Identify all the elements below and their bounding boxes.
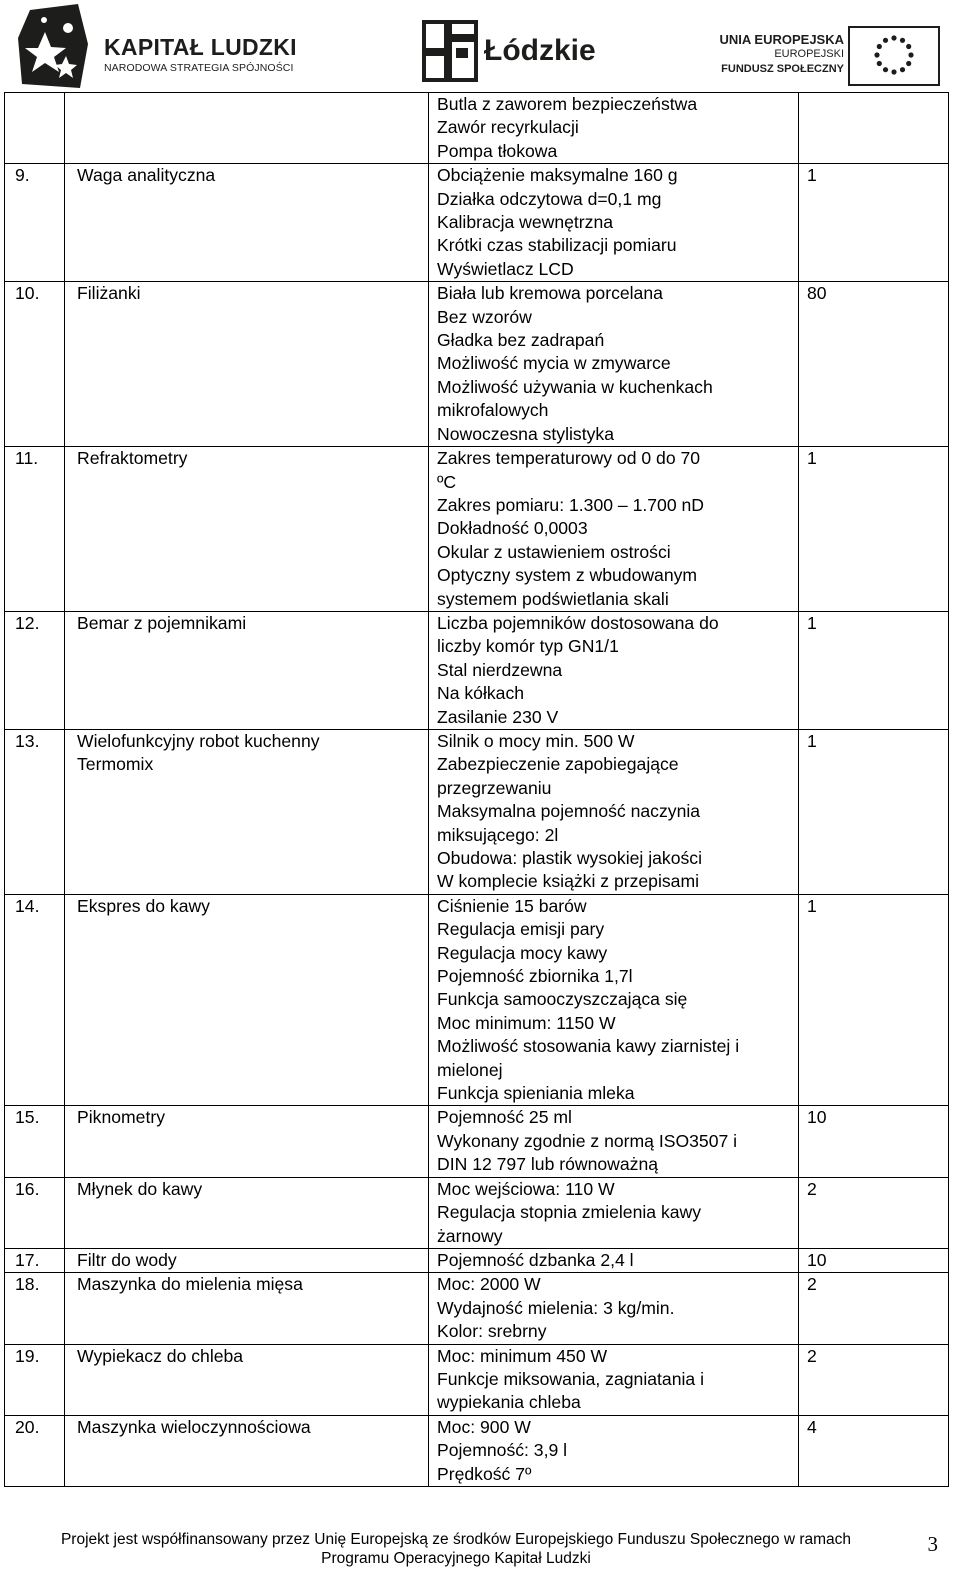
- page-footer: [0, 1528, 960, 1582]
- spec-line: miksującego: 2l: [437, 824, 559, 845]
- spec-line: Funkcja samooczyszczająca się: [437, 989, 688, 1010]
- item-name-line: Wypiekacz do chleba: [77, 1345, 244, 1366]
- spec-line: wypiekania chleba: [437, 1392, 581, 1413]
- spec-line: żarnowy: [437, 1225, 503, 1246]
- lodzkie-text: Łódzkie: [484, 34, 596, 67]
- spec-line: Silnik o mocy min. 500 W: [437, 730, 635, 751]
- item-name-line: Bemar z pojemnikami: [77, 612, 247, 633]
- table-row: [5, 1106, 949, 1177]
- item-spec-cell: [429, 164, 799, 282]
- item-spec-cell: [429, 1273, 799, 1344]
- item-name-cell: [65, 1177, 429, 1248]
- spec-line: Pojemność zbiornika 1,7l: [437, 966, 633, 987]
- item-spec-cell: [429, 1344, 799, 1415]
- item-spec-cell: [429, 729, 799, 894]
- kapital-ludzki-logo: [18, 4, 318, 88]
- spec-line: Pompa tłokowa: [437, 140, 558, 161]
- item-number-cell: 17.: [5, 1248, 65, 1272]
- spec-line: Prędkość 7º: [437, 1463, 532, 1484]
- spec-line: Maksymalna pojemność naczynia: [437, 801, 701, 822]
- item-spec-cell: [429, 93, 799, 164]
- spec-line: Zakres pomiaru: 1.300 – 1.700 nD: [437, 494, 704, 515]
- item-quantity-cell: 1: [799, 164, 949, 282]
- item-name-line: Wielofunkcyjny robot kuchenny: [77, 730, 320, 751]
- spec-line: Regulacja stopnia zmielenia kawy: [437, 1202, 702, 1223]
- page-header: [0, 0, 960, 92]
- spec-line: Ciśnienie 15 barów: [437, 895, 587, 916]
- footer-text: [0, 1530, 912, 1568]
- item-name-line: Termomix: [77, 754, 154, 775]
- spec-line: mikrofalowych: [437, 400, 549, 421]
- item-name-line: Ekspres do kawy: [77, 895, 210, 916]
- spec-line: liczby komór typ GN1/1: [437, 636, 619, 657]
- item-number-cell: 16.: [5, 1177, 65, 1248]
- table-row: [5, 447, 949, 612]
- spec-line: Funkcje miksowania, zagniatania i: [437, 1368, 704, 1389]
- table-row: [5, 894, 949, 1106]
- spec-line: Pojemność 25 ml: [437, 1107, 572, 1128]
- kapital-ludzki-title: KAPITAŁ LUDZKI: [104, 34, 297, 60]
- spec-line: Na kółkach: [437, 683, 525, 704]
- spec-line: Zawór recyrkulacji: [437, 117, 579, 138]
- spec-line: Funkcja spieniania mleka: [437, 1083, 635, 1104]
- footer-line-1: Projekt jest współfinansowany przez Unię Europejską ze środków Europejskiego Funduszu Społecznego w ramach: [60, 1531, 852, 1548]
- spec-line: ºC: [437, 471, 457, 492]
- spec-line: Nowoczesna stylistyka: [437, 423, 614, 444]
- spec-line: Okular z ustawieniem ostrości: [437, 541, 671, 562]
- footer-line-2: Programu Operacyjnego Kapitał Ludzki: [321, 1550, 591, 1567]
- item-name-cell: [65, 1273, 429, 1344]
- table-row: [5, 164, 949, 282]
- equipment-table: [4, 92, 949, 1487]
- spec-line: Pojemność: 3,9 l: [437, 1440, 568, 1461]
- item-name-cell: [65, 447, 429, 612]
- spec-line: Regulacja mocy kawy: [437, 942, 608, 963]
- spec-line: W komplecie książki z przepisami: [437, 871, 700, 892]
- table-row: [5, 282, 949, 447]
- item-name-line: Filtr do wody: [77, 1249, 177, 1270]
- item-quantity-cell: 80: [799, 282, 949, 447]
- item-number-cell: [5, 93, 65, 164]
- spec-line: Krótki czas stabilizacji pomiaru: [437, 235, 677, 256]
- item-number-cell: 13.: [5, 729, 65, 894]
- eu-text: [720, 32, 844, 77]
- item-quantity-cell: 4: [799, 1415, 949, 1486]
- item-name-line: Refraktometry: [77, 448, 188, 469]
- table-row: [5, 1273, 949, 1344]
- item-name-cell: [65, 164, 429, 282]
- eu-line-3: FUNDUSZ SPOŁECZNY: [721, 63, 844, 75]
- kapital-ludzki-subtitle: NARODOWA STRATEGIA SPÓJNOŚCI: [104, 62, 294, 74]
- spec-line: Obudowa: plastik wysokiej jakości: [437, 848, 702, 868]
- item-name-line: Maszynka do mielenia mięsa: [77, 1274, 303, 1295]
- spec-line: Bez wzorów: [437, 306, 532, 327]
- table-row: [5, 93, 949, 164]
- spec-line: Obciążenie maksymalne 160 g: [437, 165, 678, 186]
- item-quantity-cell: 10: [799, 1106, 949, 1177]
- spec-line: Możliwość używania w kuchenkach: [437, 376, 713, 397]
- item-quantity-cell: 2: [799, 1177, 949, 1248]
- item-name-cell: [65, 729, 429, 894]
- item-name-cell: [65, 1248, 429, 1272]
- item-name-line: Młynek do kawy: [77, 1178, 203, 1199]
- item-quantity-cell: 1: [799, 611, 949, 729]
- spec-line: Regulacja emisji pary: [437, 919, 605, 940]
- item-name-cell: [65, 894, 429, 1106]
- spec-line: Wydajność mielenia: 3 kg/min.: [437, 1297, 675, 1318]
- spec-line: Liczba pojemników dostosowana do: [437, 612, 719, 633]
- item-name-line: Filiżanki: [77, 283, 141, 304]
- spec-line: DIN 12 797 lub równoważną: [437, 1154, 659, 1175]
- spec-line: Stal nierdzewna: [437, 659, 563, 680]
- spec-line: Moc minimum: 1150 W: [437, 1012, 616, 1033]
- spec-line: Zabezpieczenie zapobiegające: [437, 754, 679, 775]
- item-quantity-cell: 1: [799, 894, 949, 1106]
- item-spec-cell: [429, 1177, 799, 1248]
- table-row: [5, 1248, 949, 1272]
- item-name-line: Waga analityczna: [77, 165, 216, 186]
- item-spec-cell: [429, 282, 799, 447]
- item-quantity-cell: 1: [799, 729, 949, 894]
- item-spec-cell: [429, 1248, 799, 1272]
- eu-flag-icon: [848, 26, 940, 86]
- item-quantity-cell: [799, 93, 949, 164]
- spec-line: systemem podświetlania skali: [437, 588, 669, 609]
- spec-line: Gładka bez zadrapań: [437, 330, 605, 351]
- spec-line: Moc: minimum 450 W: [437, 1345, 608, 1366]
- item-name-cell: [65, 93, 429, 164]
- item-number-cell: 11.: [5, 447, 65, 612]
- spec-line: Zakres temperaturowy od 0 do 70: [437, 448, 701, 469]
- item-quantity-cell: 2: [799, 1273, 949, 1344]
- spec-line: Zasilanie 230 V: [437, 706, 559, 727]
- table-row: [5, 729, 949, 894]
- item-spec-cell: [429, 894, 799, 1106]
- item-name-cell: [65, 1106, 429, 1177]
- table-row: [5, 1415, 949, 1486]
- item-name-cell: [65, 1415, 429, 1486]
- item-spec-cell: [429, 447, 799, 612]
- spec-line: Możliwość mycia w zmywarce: [437, 353, 671, 374]
- item-number-cell: 10.: [5, 282, 65, 447]
- item-number-cell: 15.: [5, 1106, 65, 1177]
- spec-line: mielonej: [437, 1059, 503, 1080]
- table-row: [5, 1177, 949, 1248]
- spec-line: Wykonany zgodnie z normą ISO3507 i: [437, 1130, 738, 1151]
- equipment-table-body: [5, 93, 949, 1487]
- item-quantity-cell: 1: [799, 447, 949, 612]
- item-number-cell: 18.: [5, 1273, 65, 1344]
- spec-line: Działka odczytowa d=0,1 mg: [437, 188, 662, 209]
- table-row: [5, 1344, 949, 1415]
- spec-line: Kalibracja wewnętrzna: [437, 212, 614, 233]
- spec-line: Możliwość stosowania kawy ziarnistej i: [437, 1036, 740, 1057]
- lodzkie-emblem-icon: [422, 20, 480, 84]
- item-number-cell: 14.: [5, 894, 65, 1106]
- spec-line: Moc wejściowa: 110 W: [437, 1178, 615, 1199]
- spec-line: Moc: 2000 W: [437, 1274, 541, 1295]
- kapital-ludzki-emblem-icon: [18, 4, 96, 88]
- item-name-cell: [65, 282, 429, 447]
- item-spec-cell: [429, 1106, 799, 1177]
- item-number-cell: 20.: [5, 1415, 65, 1486]
- eu-line-1: UNIA EUROPEJSKA: [719, 32, 844, 47]
- item-spec-cell: [429, 1415, 799, 1486]
- item-number-cell: 19.: [5, 1344, 65, 1415]
- eu-line-2: EUROPEJSKI: [774, 48, 844, 60]
- item-quantity-cell: 10: [799, 1248, 949, 1272]
- page-number: 3: [927, 1532, 938, 1556]
- spec-line: Moc: 900 W: [437, 1416, 531, 1437]
- item-name-cell: [65, 611, 429, 729]
- spec-line: Pojemność dzbanka 2,4 l: [437, 1249, 634, 1270]
- eu-logo: [714, 26, 944, 86]
- spec-line: Biała lub kremowa porcelana: [437, 283, 663, 304]
- item-number-cell: 12.: [5, 611, 65, 729]
- spec-line: Dokładność 0,0003: [437, 518, 588, 539]
- table-row: [5, 611, 949, 729]
- spec-line: Kolor: srebrny: [437, 1321, 547, 1342]
- item-name-line: Piknometry: [77, 1107, 165, 1128]
- item-name-cell: [65, 1344, 429, 1415]
- item-name-line: Maszynka wieloczynnościowa: [77, 1416, 311, 1437]
- spec-line: przegrzewaniu: [437, 777, 552, 798]
- spec-line: Optyczny system z wbudowanym: [437, 565, 698, 586]
- item-spec-cell: [429, 611, 799, 729]
- item-number-cell: 9.: [5, 164, 65, 282]
- lodzkie-logo: [422, 20, 622, 84]
- item-quantity-cell: 2: [799, 1344, 949, 1415]
- spec-line: Wyświetlacz LCD: [437, 258, 574, 279]
- spec-line: Butla z zaworem bezpieczeństwa: [437, 94, 698, 114]
